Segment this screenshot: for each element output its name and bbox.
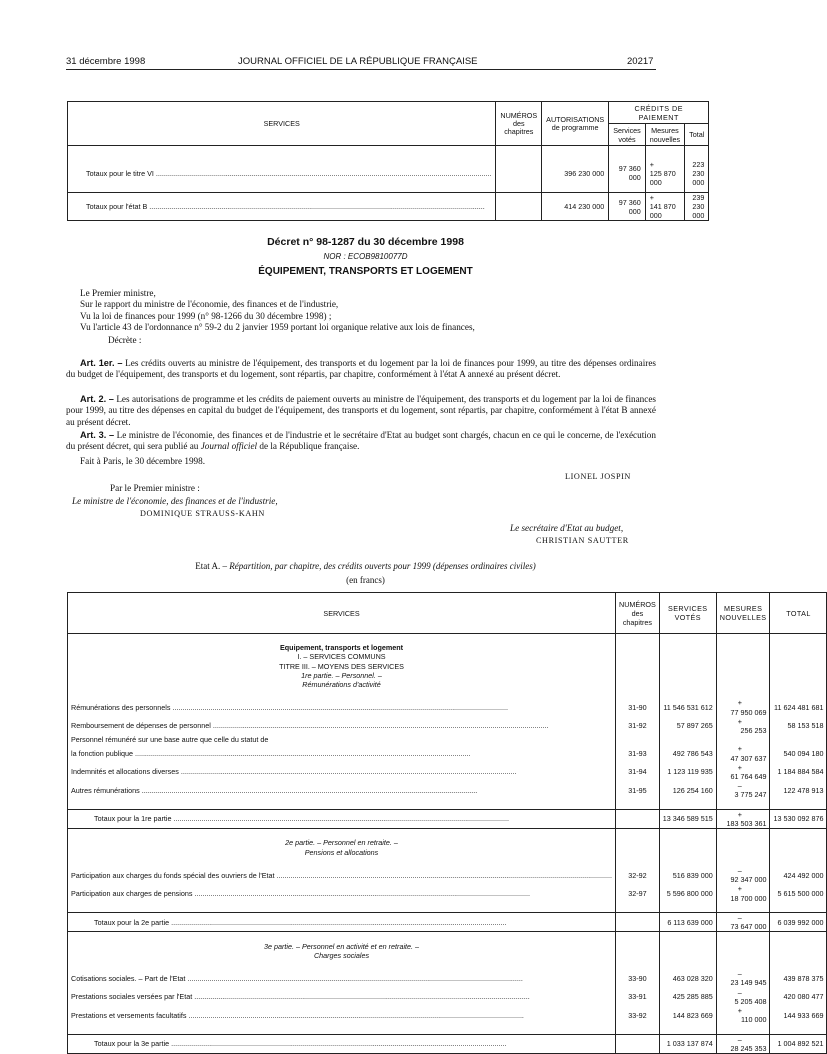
decret-title: Décret n° 98-1287 du 30 décembre 1998 [267, 236, 464, 248]
row-votes: 5 596 800 000 [659, 884, 716, 902]
row-total: 1 184 884 584 [770, 763, 827, 781]
row-total: 424 492 000 [770, 866, 827, 884]
minister-title: Le ministre de l'économie, des finances et de l'industrie, [72, 496, 278, 506]
row-total: 5 615 500 000 [770, 884, 827, 902]
etat-a-description: Répartition, par chapitre, des crédits ouverts pour 1999 (dépenses ordinaires civiles) [229, 561, 536, 571]
intro-line: Vu l'article 43 de l'ordonnance n° 59-2 du 2 janvier 1959 portant loi organique relative aux lois de finances, [80, 321, 475, 332]
row-label: Rémunérations des personnels ..... [71, 703, 612, 712]
table-row [68, 866, 827, 884]
t2-header-total: TOTAL [770, 593, 827, 634]
row-label: Remboursement de dépenses de personnel ..... [71, 721, 612, 730]
row-label: Indemnités et allocations diverses ..... [71, 767, 612, 776]
row-sign: + [737, 762, 742, 772]
partie-2-subtitle: Pensions et allocations [68, 848, 616, 857]
art2-label: Art. 2. – [80, 394, 114, 404]
total-mesures: 183 503 361 [726, 819, 767, 829]
par-premier-ministre: Par le Premier ministre : [110, 483, 200, 493]
row-sign: – [737, 866, 742, 875]
total-sign: + [737, 809, 742, 819]
intro-line: Sur le rapport du ministre de l'économie, des finances et de l'industrie, [80, 299, 339, 310]
header-rule [66, 69, 656, 70]
row-votes: 144 823 669 [659, 1006, 716, 1024]
partie-1-title: 1re partie. – Personnel. – [68, 671, 616, 680]
row-label: Participation aux charges du fonds spécial des ouvriers de l'Etat ..... [71, 871, 612, 880]
t1-cell-total: 223 230 000 [685, 160, 709, 187]
row-votes: 1 123 119 935 [659, 763, 716, 781]
partie-1-subtitle: Rémunérations d'activité [68, 680, 616, 689]
row-chapter: 31-95 [616, 781, 660, 799]
etat-a-label: Etat A. – [195, 561, 228, 571]
row-label: Participation aux charges de pensions ..... [71, 889, 612, 898]
minister-name: DOMINIQUE STRAUSS-KAHN [140, 509, 265, 518]
etat-b-totals-table [67, 101, 709, 221]
partie-2-rows [68, 866, 827, 903]
table-row [68, 763, 827, 781]
table-row [68, 1006, 827, 1024]
t1-cell-mesures: 125 870 000 [649, 168, 676, 187]
t1-header-total: Total [685, 124, 709, 146]
total-total: 1 004 892 521 [770, 1034, 827, 1053]
partie-3-total-row [68, 1034, 827, 1053]
signer-pm: LIONEL JOSPIN [565, 472, 631, 481]
row-votes: 516 839 000 [659, 866, 716, 884]
row-chapter: 32-97 [616, 884, 660, 902]
row-mesures: 23 149 945 [730, 978, 767, 988]
total-sign: – [737, 1034, 742, 1044]
t1-header-mesures: Mesures nouvelles [645, 124, 684, 146]
total-label: Totaux pour la 3e partie ..... [94, 1039, 612, 1048]
total-label: Totaux pour la 1re partie ..... [94, 814, 612, 823]
row-chapter: 31-92 [616, 717, 660, 735]
row-total: 420 080 477 [770, 988, 827, 1006]
row-mesures: 110 000 [741, 1015, 767, 1025]
secretary-name: CHRISTIAN SAUTTER [536, 536, 629, 545]
row-chapter: 31-93 [616, 744, 660, 762]
row-chapter: 33-91 [616, 988, 660, 1006]
row-sign: + [737, 744, 742, 754]
table-row [68, 884, 827, 902]
table-row [68, 781, 827, 799]
t2-header-numeros: NUMÉROS des chapitres [616, 593, 660, 634]
t2-header-mesures: MESURES NOUVELLES [716, 593, 770, 634]
row-chapter: 31-94 [616, 763, 660, 781]
row-mesures: 61 764 649 [730, 772, 767, 782]
partie-2-title: 2e partie. – Personnel en retraite. – [68, 838, 616, 847]
row-chapter: 32-92 [616, 866, 660, 884]
etat-a-table [67, 592, 827, 1054]
row-label: Personnel rémunéré sur une base autre que celle du statut de [68, 735, 616, 744]
row-votes: 126 254 160 [659, 781, 716, 799]
t2-header-services: SERVICES [68, 593, 616, 634]
table-row [68, 744, 827, 762]
t1-cell-autorisations: 414 230 000 [542, 193, 609, 221]
row-mesures: 77 950 069 [730, 707, 767, 717]
art1-label: Art. 1er. – [80, 358, 123, 368]
t1-cell-votes: 97 360 000 [609, 160, 646, 187]
row-mesures: 18 700 000 [730, 893, 767, 903]
row-total: 11 624 481 681 [770, 698, 827, 716]
row-votes: 57 897 265 [659, 717, 716, 735]
row-votes: 463 028 320 [659, 969, 716, 987]
etat-a-unit: (en francs) [346, 575, 385, 585]
art3-journal: Journal officiel [200, 441, 258, 452]
row-votes: 425 285 885 [659, 988, 716, 1006]
art3-label: Art. 3. – [80, 430, 115, 440]
row-sign: + [737, 1006, 742, 1015]
total-label: Totaux pour la 2e partie ..... [94, 918, 612, 927]
row-total: 58 153 518 [770, 717, 827, 735]
t1-row-label: Totaux pour l'état B ..... [86, 202, 491, 211]
row-sign: – [737, 987, 742, 997]
intro-line: Vu la loi de finances pour 1999 (n° 98-1266 du 30 décembre 1998) ; [80, 310, 332, 321]
table-row [68, 969, 827, 987]
t1-cell-total: 239 230 000 [685, 193, 709, 221]
row-votes: 492 786 543 [659, 744, 716, 762]
row-mesures: 3 775 247 [734, 790, 767, 800]
t1-cell-votes: 97 360 000 [609, 193, 646, 221]
row-chapter: 31-90 [616, 698, 660, 716]
total-total: 13 530 092 876 [770, 809, 827, 828]
intro-line: Le Premier ministre, [80, 288, 156, 298]
fait-a-paris: Fait à Paris, le 30 décembre 1998. [80, 456, 206, 466]
row-label: Cotisations sociales. – Part de l'Etat ..... [71, 974, 612, 983]
t1-cell-sign: + [649, 159, 654, 169]
etat-a-title [0, 561, 731, 571]
row-label: Autres rémunérations ..... [71, 786, 612, 795]
secretary-title: Le secrétaire d'Etat au budget, [510, 523, 624, 533]
row-chapter: 33-90 [616, 969, 660, 987]
total-mesures: 28 245 353 [730, 1043, 767, 1053]
row-mesures: 256 253 [740, 726, 767, 735]
t1-header-autorisations: AUTORISATIONS de programme [542, 102, 609, 146]
section-title: Equipement, transports et logement [68, 643, 616, 652]
t1-row-titre-vi [68, 160, 709, 187]
t2-header-votes: SERVICES VOTÉS [659, 593, 716, 634]
t1-row-label: Totaux pour le titre VI ..... [86, 169, 491, 178]
article-3 [66, 430, 656, 453]
row-label: Prestations et versements facultatifs ..... [71, 1011, 612, 1020]
decret-ministry: ÉQUIPEMENT, TRANSPORTS ET LOGEMENT [258, 266, 473, 277]
row-total: 540 094 180 [770, 744, 827, 762]
total-votes: 13 346 589 515 [659, 809, 716, 828]
t1-cell-mesures: 141 870 000 [649, 202, 676, 220]
article-2 [66, 394, 656, 428]
row-votes: 11 546 531 612 [659, 698, 716, 716]
table-row [68, 988, 827, 1006]
t1-header-credits: CRÉDITS DE PAIEMENT [609, 102, 709, 124]
row-mesures: 92 347 000 [730, 875, 767, 885]
row-sign: – [737, 969, 742, 979]
row-sign: + [737, 698, 742, 708]
header-journal: JOURNAL OFFICIEL DE LA RÉPUBLIQUE FRANÇAISE [238, 56, 478, 67]
article-1 [66, 358, 656, 381]
row-chapter: 33-92 [616, 1006, 660, 1024]
t1-header-services-votes: Services votés [609, 124, 646, 146]
partie-3-title: 3e partie. – Personnel en activité et en retraite. – [68, 942, 616, 951]
row-label: Prestations sociales versées par l'Etat ..... [71, 992, 612, 1001]
partie-2-total-row [68, 913, 827, 932]
total-votes: 6 113 639 000 [659, 913, 716, 932]
row-sign: + [737, 884, 742, 894]
row-total: 122 478 913 [770, 781, 827, 799]
row-label: la fonction publique ..... [71, 749, 612, 758]
table-row [68, 717, 827, 735]
art3-text-a: Le ministre de l'économie, des finances et de l'industrie et le secrétaire d'Etat au budget sont chargés, chacun en ce qui le concerne, de l'exécution du présent décret, qui sera publié au [66, 430, 656, 452]
partie-1-total-row [68, 809, 827, 828]
total-sign: – [737, 913, 742, 922]
row-mesures: 47 307 637 [730, 753, 767, 763]
header-date: 31 décembre 1998 [66, 56, 146, 67]
row-total: 144 933 669 [770, 1006, 827, 1024]
t1-cell-autorisations: 396 230 000 [542, 160, 609, 187]
total-total: 6 039 992 000 [770, 913, 827, 932]
decrete: Décrète : [108, 335, 142, 346]
partie-1-rows [68, 698, 827, 799]
table-row [68, 698, 827, 716]
partie-3-rows [68, 969, 827, 1024]
t1-row-etat-b [68, 193, 709, 221]
decret-nor: NOR : ECOB9810077D [323, 252, 408, 261]
t1-header-services: SERVICES [68, 102, 496, 146]
row-sign: – [737, 781, 742, 791]
table-row [68, 735, 827, 744]
decret-intro [80, 288, 660, 346]
t1-header-numeros: NUMÉROS des chapitres [496, 102, 542, 146]
art1-text: Les crédits ouverts au ministre de l'équipement, des transports et du logement par la loi de finances pour 1999, au titre des dépenses ordinaires du budget de l'équipement, des transports et du logement, sont répartis, par chapitre, conformément à l'état A annexé au présent décret. [66, 358, 656, 380]
t1-cell-sign: + [649, 193, 654, 202]
partie-3-subtitle: Charges sociales [68, 951, 616, 960]
header-page-number: 20217 [627, 56, 654, 67]
art3-text-b: de la République française. [259, 441, 360, 452]
total-votes: 1 033 137 874 [659, 1034, 716, 1053]
row-sign: + [737, 716, 742, 726]
art2-text: Les autorisations de programme et les crédits de paiement ouverts au ministre de l'équipement, des transports et du logement par la loi de finances pour 1999, au titre des dépenses en capital du budget de l'équipement, des transports et du logement, sont répartis, par chapitre, conformément à l'état B annexé au présent décret. [66, 394, 657, 427]
titre-heading: TITRE III. – MOYENS DES SERVICES [68, 662, 616, 671]
section-subtitle: I. – SERVICES COMMUNS [68, 652, 616, 661]
row-total: 439 878 375 [770, 969, 827, 987]
row-mesures: 5 205 408 [734, 996, 767, 1006]
total-mesures: 73 647 000 [730, 922, 767, 932]
